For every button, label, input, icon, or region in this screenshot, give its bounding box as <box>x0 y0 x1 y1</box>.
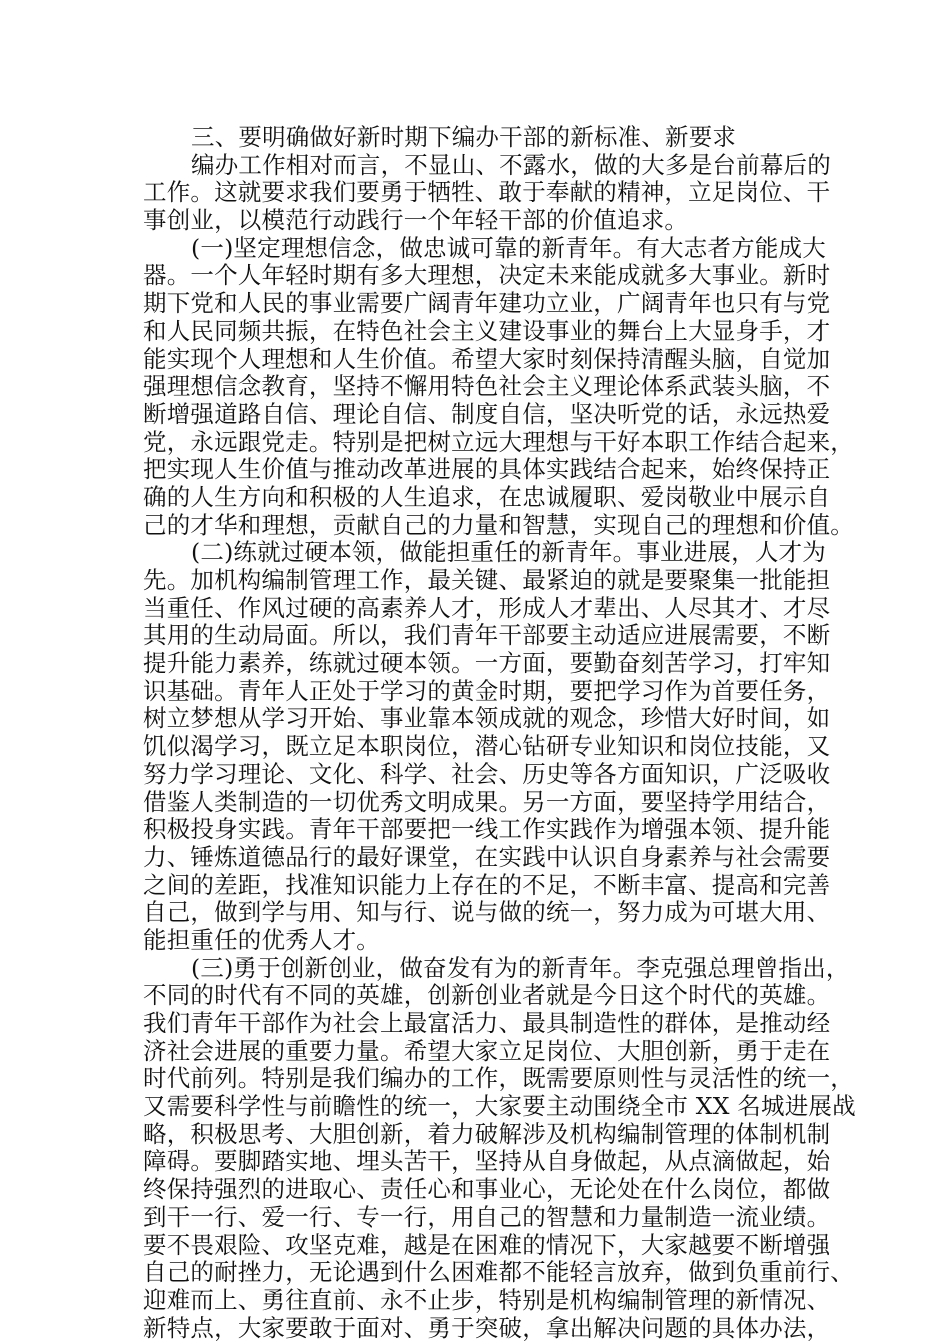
text-line: 时代前列。特别是我们编办的工作，既需要原则性与灵活性的统一， <box>143 1064 854 1093</box>
text-line: 提升能力素养，练就过硬本领。一方面，要勤奋刻苦学习，打牢知 <box>143 649 831 678</box>
text-line: 能担重任的优秀人才。 <box>143 925 380 954</box>
text-line: 不同的时代有不同的英雄，创新创业者就是今日这个时代的英雄。 <box>143 981 831 1010</box>
text-line: 障碍。要脚踏实地、埋头苦干，坚持从自身做起，从点滴做起，始 <box>143 1147 831 1176</box>
text-line: 济社会进展的重要力量。希望大家立足岗位、大胆创新，勇于走在 <box>143 1036 831 1065</box>
text-line: 积极投身实践。青年干部要把一线工作实践作为增强本领、提升能 <box>143 815 831 844</box>
text-line: 把实现人生价值与推动改革进展的具体实践结合起来，始终保持正 <box>143 455 831 484</box>
text-line: 当重任、作风过硬的高素养人才，形成人才辈出、人尽其才、才尽 <box>143 593 831 622</box>
text-line: 期下党和人民的事业需要广阔青年建功立业，广阔青年也只有与党 <box>143 289 831 318</box>
text-line: 工作。这就要求我们要勇于牺牲、敢于奉献的精神，立足岗位、干 <box>143 178 831 207</box>
paragraph-first-line: (三)勇于创新创业，做奋发有为的新青年。李克强总理曾指出， <box>191 953 850 982</box>
text-line: 自己，做到学与用、知与行、说与做的统一，努力成为可堪大用、 <box>143 898 831 927</box>
text-line: 和人民同频共振，在特色社会主义建设事业的舞台上大显身手，才 <box>143 316 831 345</box>
text-line: 要不畏艰险、攻坚克难，越是在困难的情况下，大家越要不断增强 <box>143 1230 831 1259</box>
text-line: 迎难而上、勇往直前、永不止步，特别是机构编制管理的新情况、 <box>143 1285 831 1314</box>
text-line: 先。加机构编制管理工作，最关键、最紧迫的就是要聚集一批能担 <box>143 566 831 594</box>
text-line: 强理想信念教育，坚持不懈用特色社会主义理论体系武装头脑，不 <box>143 372 831 401</box>
text-line: 终保持强烈的进取心、责任心和事业心，无论处在什么岗位，都做 <box>143 1175 831 1204</box>
text-line: 略，积极思考、大胆创新，着力破解涉及机构编制管理的体制机制 <box>143 1119 831 1148</box>
text-line: 事创业，以模范行动践行一个年轻干部的价值追求。 <box>143 206 689 235</box>
paragraph-first-line: (一)坚定理想信念，做忠诚可靠的新青年。有大志者方能成大 <box>191 233 826 262</box>
text-line: 之间的差距，找准知识能力上存在的不足，不断丰富、提高和完善 <box>143 870 831 899</box>
text-line: 确的人生方向和积极的人生追求，在忠诚履职、爱岗敬业中展示自 <box>143 482 831 511</box>
text-line: 树立梦想从学习开始、事业靠本领成就的观念，珍惜大好时间，如 <box>143 704 831 733</box>
text-line: 新特点，大家要敢于面对、勇于突破，拿出解决问题的具体办法， <box>143 1313 831 1342</box>
text-line: 能实现个人理想和人生价值。希望大家时刻保持清醒头脑，自觉加 <box>143 344 831 373</box>
paragraph-first-line: 编办工作相对而言，不显山、不露水，做的大多是台前幕后的 <box>191 150 831 179</box>
text-line: 到干一行、爱一行、专一行，用自己的智慧和力量制造一流业绩。 <box>143 1202 831 1231</box>
text-line: 自己的耐挫力，无论遇到什么困难都不能轻言放弃，做到负重前行、 <box>143 1258 854 1287</box>
paragraph-first-line: 三、要明确做好新时期下编办干部的新标准、新要求 <box>191 123 737 151</box>
document-body <box>143 123 856 1342</box>
paragraph-first-line: (二)练就过硬本领，做能担重任的新青年。事业进展，人才为 <box>191 538 826 567</box>
text-line: 我们青年干部作为社会上最富活力、最具制造性的群体，是推动经 <box>143 1009 831 1037</box>
text-line: 努力学习理论、文化、科学、社会、历史等各方面知识，广泛吸收 <box>143 759 831 788</box>
text-line: 力、锤炼道德品行的最好课堂，在实践中认识自身素养与社会需要 <box>143 842 831 871</box>
text-line: 又需要科学性与前瞻性的统一，大家要主动围绕全市 XX 名城进展战 <box>143 1092 856 1121</box>
text-line: 党，永远跟党走。特别是把树立远大理想与干好本职工作结合起来， <box>143 427 854 456</box>
text-line: 识基础。青年人正处于学习的黄金时期，要把学习作为首要任务， <box>143 676 831 705</box>
text-line: 己的才华和理想，贡献自己的力量和智慧，实现自己的理想和价值。 <box>143 510 854 539</box>
text-line: 器。一个人年轻时期有多大理想，决定未来能成就多大事业。新时 <box>143 261 831 290</box>
text-line: 借鉴人类制造的一切优秀文明成果。另一方面，要坚持学用结合， <box>143 787 831 816</box>
text-line: 断增强道路自信、理论自信、制度自信，坚决听党的话，永远热爱 <box>143 399 831 428</box>
text-line: 其用的生动局面。所以，我们青年干部要主动适应进展需要，不断 <box>143 621 831 650</box>
text-line: 饥似渴学习，既立足本职岗位，潜心钻研专业知识和岗位技能，又 <box>143 732 831 761</box>
